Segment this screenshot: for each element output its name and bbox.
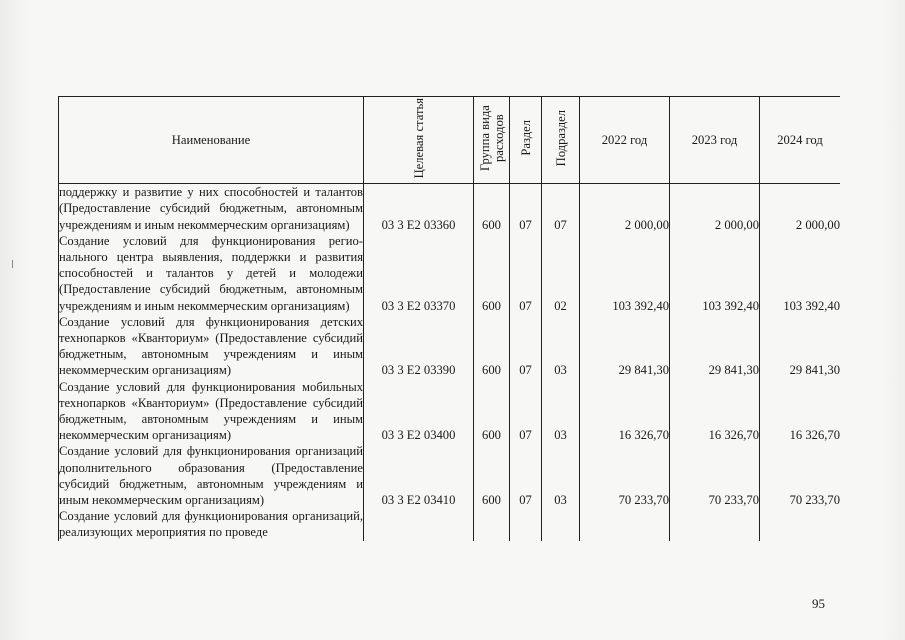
table-row — [59, 233, 841, 314]
row-name: Создание условий для функционирования организаций дополнительного образования (Предоставление субсидий бюджетным, автономным учреждениям и иным некоммерческим организациям) — [59, 444, 363, 508]
header-expense-group: Группа вида расходов — [474, 97, 510, 184]
row-2022: 70 233,70 — [580, 443, 670, 508]
row-2023: 103 392,40 — [670, 233, 760, 314]
row-2023: 29 841,30 — [670, 314, 760, 379]
row-2022: 2 000,00 — [580, 184, 670, 233]
row-subsection: 02 — [542, 233, 580, 314]
row-2022: 29 841,30 — [580, 314, 670, 379]
header-2023: 2023 год — [670, 97, 760, 184]
header-2024: 2024 год — [760, 97, 841, 184]
page-number: 95 — [812, 596, 825, 611]
row-2023: 2 000,00 — [670, 184, 760, 233]
table-row — [59, 184, 841, 233]
row-name: Создание условий для функционирования организаций, реализующих мероприятия по проведе — [59, 509, 363, 540]
row-code: 03 3 E2 03360 — [364, 184, 474, 233]
row-2023 — [670, 508, 760, 540]
row-code: 03 3 E2 03410 — [364, 443, 474, 508]
table-row — [59, 379, 841, 444]
table-row — [59, 314, 841, 379]
scan-artifact — [12, 260, 13, 268]
row-section: 07 — [510, 379, 542, 444]
header-target-article: Целевая статья — [364, 97, 474, 184]
row-group: 600 — [474, 314, 510, 379]
row-group: 600 — [474, 379, 510, 444]
row-2022: 103 392,40 — [580, 233, 670, 314]
row-subsection: 07 — [542, 184, 580, 233]
row-subsection: 03 — [542, 379, 580, 444]
row-2023: 70 233,70 — [670, 443, 760, 508]
table-row — [59, 443, 841, 508]
header-subsection: Подраздел — [542, 97, 580, 184]
row-2024: 16 326,70 — [760, 379, 841, 444]
row-section: 07 — [510, 184, 542, 233]
row-2022 — [580, 508, 670, 540]
row-section: 07 — [510, 314, 542, 379]
row-name: Создание условий для функционирования мобильных технопарков «Кванториум» (Предоставление субсидий бюджетным, автономным учреждениям и иным некоммерческим организациям) — [59, 379, 363, 443]
row-2024: 29 841,30 — [760, 314, 841, 379]
row-code: 03 3 E2 03370 — [364, 233, 474, 314]
row-code: 03 3 E2 03390 — [364, 314, 474, 379]
row-subsection: 03 — [542, 314, 580, 379]
row-group: 600 — [474, 233, 510, 314]
row-2024: 2 000,00 — [760, 184, 841, 233]
row-group: 600 — [474, 443, 510, 508]
header-section: Раздел — [510, 97, 542, 184]
row-section — [510, 508, 542, 540]
header-name: Наименование — [59, 97, 364, 184]
row-name: Создание условий для функционирования детских технопарков «Кванториум» (Предоставление субсидий бюджетным, автономным учреждениям и иным некоммерческим организациям) — [59, 314, 363, 378]
row-group — [474, 508, 510, 540]
row-2023: 16 326,70 — [670, 379, 760, 444]
row-section: 07 — [510, 443, 542, 508]
budget-table — [58, 96, 840, 541]
row-2022: 16 326,70 — [580, 379, 670, 444]
row-subsection — [542, 508, 580, 540]
row-section: 07 — [510, 233, 542, 314]
row-subsection: 03 — [542, 443, 580, 508]
row-group: 600 — [474, 184, 510, 233]
table-row — [59, 508, 841, 540]
row-2024 — [760, 508, 841, 540]
table-body — [59, 184, 841, 541]
row-code: 03 3 E2 03400 — [364, 379, 474, 444]
table-header-row — [59, 97, 841, 184]
row-name: поддержку и развитие у них способностей и талантов (Предоставление субсидий бюджетным, автономным учреждениям и иным некоммерческим организациям) — [59, 185, 363, 232]
row-name: Создание условий для функционирования регионального центра выявления, поддержки и развития способностей и талантов у детей и молодежи (Предоставление субсидий бюджетным, автономным учреждениям и иным некоммерческим организациям) — [59, 233, 363, 313]
row-2024: 70 233,70 — [760, 443, 841, 508]
header-2022: 2022 год — [580, 97, 670, 184]
row-code — [364, 508, 474, 540]
row-2024: 103 392,40 — [760, 233, 841, 314]
document-sheet — [58, 96, 840, 580]
